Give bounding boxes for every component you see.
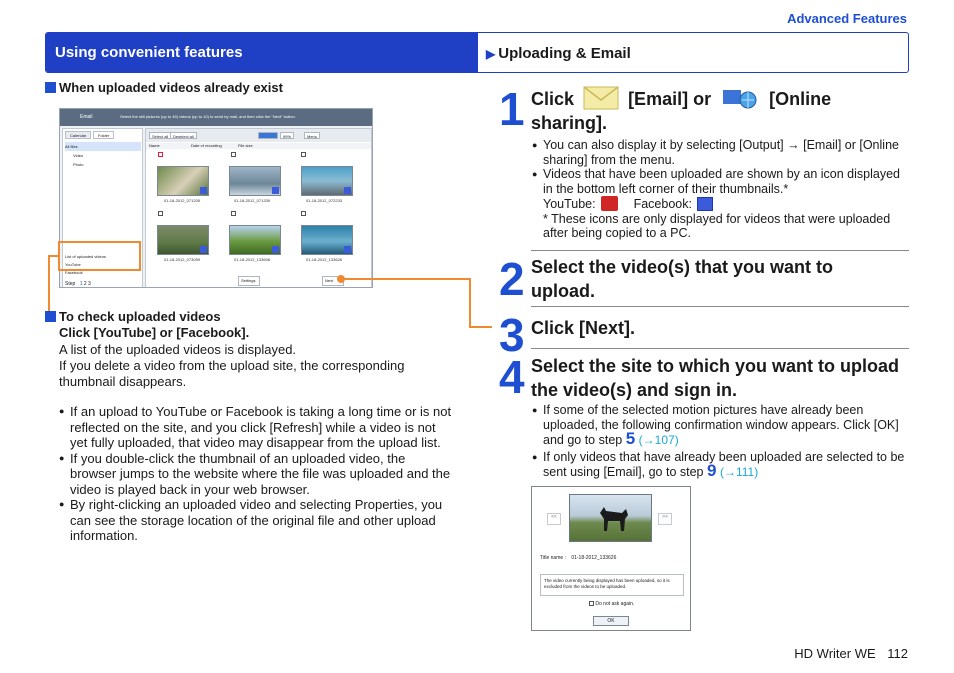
step-number: 3: [499, 309, 525, 361]
heading-check-uploaded: [45, 309, 221, 324]
dont-ask-checkbox[interactable]: [589, 601, 594, 606]
prev-button[interactable]: <<: [547, 513, 561, 525]
view-button[interactable]: [258, 132, 278, 139]
steps-label: Step: [65, 281, 76, 287]
subheading-text: To check uploaded videos: [59, 309, 221, 324]
section-tag: Advanced Features: [787, 11, 907, 26]
notes-list: [59, 404, 455, 544]
thumb-checkbox[interactable]: [231, 211, 236, 216]
uploaded-badge-icon: [272, 246, 279, 253]
page-number: 112: [887, 646, 908, 661]
step-2-title: Select the video(s) that you want to upload.: [531, 257, 834, 301]
divider: [531, 250, 909, 251]
column-header[interactable]: Date of recording: [191, 143, 222, 148]
video-thumbnail[interactable]: [229, 166, 281, 196]
dont-ask-label: Do not ask again.: [595, 601, 635, 607]
list-item: [532, 450, 910, 480]
dog-image-icon: [570, 495, 653, 543]
column-header[interactable]: Name: [149, 143, 160, 148]
banner-right-label: Uploading & Email: [498, 45, 631, 62]
facebook-uploaded-icon: [697, 197, 713, 211]
file-name-row: [540, 555, 616, 561]
step-number: 2: [499, 253, 525, 305]
list-item: [532, 403, 910, 448]
thumb-checkbox[interactable]: [158, 152, 163, 157]
uploaded-badge-icon: [344, 246, 351, 253]
next-button[interactable]: >>: [658, 513, 672, 525]
dialog-message: The video currently being displayed has been uploaded, so it is excluded from the videos to be uploaded.: [540, 574, 684, 596]
step-1-notes: [532, 138, 910, 241]
arrow-right-icon: ▶: [486, 47, 496, 61]
page-link[interactable]: (→107): [638, 433, 679, 447]
ok-button[interactable]: OK: [593, 616, 629, 626]
square-bullet-icon: [45, 82, 56, 93]
step-ref-number: 9: [707, 461, 717, 480]
list-item: ● You can also display it by selecting [Output] → [Email] or [Online sharing] from the menu.: [532, 138, 910, 167]
product-name: HD Writer WE: [794, 646, 876, 661]
thumb-checkbox[interactable]: [301, 211, 306, 216]
thumb-name: 01-18-2012_071205: [164, 198, 201, 203]
step-1-click: Click: [531, 89, 575, 109]
email-icon: [583, 86, 619, 110]
tree-item[interactable]: All files: [65, 142, 141, 151]
thumb-name: 01-18-2012_072233: [306, 198, 343, 203]
youtube-label: YouTube:: [543, 197, 596, 211]
upload-list-title: List of uploaded videos: [65, 254, 106, 259]
step-1-online: [Online: [769, 89, 832, 109]
step-4-notes: [532, 403, 910, 480]
thumb-name: 01-18-2012_073059: [164, 257, 201, 262]
step-number: 1: [499, 83, 525, 135]
shot-columns: [146, 143, 371, 149]
footnote: * These icons are only displayed for videos that were uploaded after being copied to a PC.: [543, 211, 891, 240]
upload-list-facebook[interactable]: Facebook: [65, 270, 83, 275]
step-1-title: [531, 86, 901, 135]
preview-thumbnail: [569, 494, 652, 542]
instruction-text: Click [YouTube] or [Facebook].: [59, 325, 250, 340]
shot-instruction: Select the still pictures (up to 45) videos (up to 10) to send by mail, and then click the "Next" button.: [120, 114, 296, 119]
thumb-name: 01-18-2012_133626: [306, 257, 343, 262]
step-indicator: 3: [88, 281, 91, 287]
upload-list-youtube[interactable]: YouTube: [65, 262, 81, 267]
file-name-label: Title name :: [540, 555, 566, 561]
list-item: ● By right-clicking an uploaded video and selecting Properties, you can see the storage location of the original file and other upload information.: [59, 497, 455, 544]
confirm-dialog: [531, 486, 691, 631]
settings-button[interactable]: Settings: [238, 276, 260, 286]
list-item: ● If you double-click the thumbnail of an uploaded video, the browser jumps to the website where the file was uploaded and the video is played back in your web browser.: [59, 451, 455, 498]
shot-tree: [65, 142, 141, 169]
square-bullet-icon: [45, 311, 56, 322]
file-name-value: 01-18-2012_133626: [571, 555, 617, 561]
chapter-banner: [45, 32, 909, 73]
video-thumbnail[interactable]: [229, 225, 281, 255]
divider: [531, 348, 909, 349]
step-1-sharing: sharing].: [531, 113, 608, 133]
deselect-all-button[interactable]: Deselect all: [170, 132, 197, 139]
paragraph-1: A list of the uploaded videos is displayed.: [59, 342, 297, 357]
column-header[interactable]: File size: [238, 143, 253, 148]
tree-item[interactable]: Photo: [73, 162, 84, 167]
next-button[interactable]: Next: [322, 276, 344, 286]
paragraph-2: If you delete a video from the upload site, the corresponding thumbnail disappears.: [59, 358, 405, 389]
step-ref-number: 5: [625, 429, 636, 448]
zoom-select[interactable]: 99%: [280, 132, 294, 139]
uploaded-badge-icon: [200, 246, 207, 253]
video-thumbnail[interactable]: [157, 166, 209, 196]
thumb-name: 01-18-2012_133606: [234, 257, 271, 262]
shot-tab-calendar[interactable]: Calendar: [65, 131, 91, 139]
thumb-checkbox[interactable]: [231, 152, 236, 157]
facebook-label: Facebook:: [633, 197, 692, 211]
list-item: ● Videos that have been uploaded are shown by an icon displayed in the bottom left corner of their thumbnails.*: [532, 167, 910, 196]
dont-ask-row: [589, 601, 634, 607]
shot-tab-folder[interactable]: Folder: [93, 131, 114, 139]
step-4-title: Select the site to which you want to upload the video(s) and sign in.: [531, 356, 900, 400]
connector-left: [49, 256, 58, 312]
online-sharing-icon: [720, 86, 760, 110]
uploaded-badge-icon: [272, 187, 279, 194]
banner-left-title: Using convenient features: [46, 33, 478, 72]
upload-list-highlight: [58, 241, 141, 271]
step-indicator: 1: [79, 281, 83, 287]
step-4-note-1: If some of the selected motion pictures have already been uploaded, the following confirmation window appears. Click [OK] and go to step: [543, 403, 899, 447]
step-3-title: Click [Next].: [531, 318, 636, 338]
uploaded-badge-icon: [200, 187, 207, 194]
menu-button[interactable]: Menu: [304, 132, 320, 139]
tree-item[interactable]: Video: [73, 153, 84, 158]
step-indicator: 2: [83, 281, 87, 287]
heading-uploaded-exist: [45, 80, 283, 95]
heading-text: When uploaded videos already exist: [59, 80, 283, 95]
page-link[interactable]: (→111): [719, 465, 759, 479]
shot-steps: [65, 281, 91, 287]
video-thumbnail[interactable]: [301, 225, 353, 255]
banner-right-title: [486, 45, 631, 62]
uploaded-badge-icon: [344, 187, 351, 194]
video-thumbnail[interactable]: [301, 166, 353, 196]
thumb-checkbox[interactable]: [158, 211, 163, 216]
select-all-button[interactable]: Select all: [149, 132, 171, 139]
youtube-uploaded-icon: [601, 196, 618, 211]
page-footer: [794, 646, 908, 661]
shot-main: [145, 128, 372, 288]
shot-title: Email: [60, 109, 372, 126]
list-item: ● If an upload to YouTube or Facebook is taking a long time or is not reflected on the site, and you click [Refresh] while a video is not yet fully uploaded, that video may disappear from the upload list.: [59, 404, 455, 451]
step-1-email: [Email] or: [628, 89, 712, 109]
thumb-name: 01-18-2012_071339: [234, 198, 271, 203]
divider: [531, 306, 909, 307]
icon-legend: [532, 196, 910, 212]
shot-toolbar: [146, 129, 371, 142]
thumb-checkbox[interactable]: [301, 152, 306, 157]
step-number: 4: [499, 351, 525, 403]
step-4-note-2: If only videos that have already been uploaded are selected to be sent using [Email], go to step: [543, 449, 905, 479]
video-thumbnail[interactable]: [157, 225, 209, 255]
